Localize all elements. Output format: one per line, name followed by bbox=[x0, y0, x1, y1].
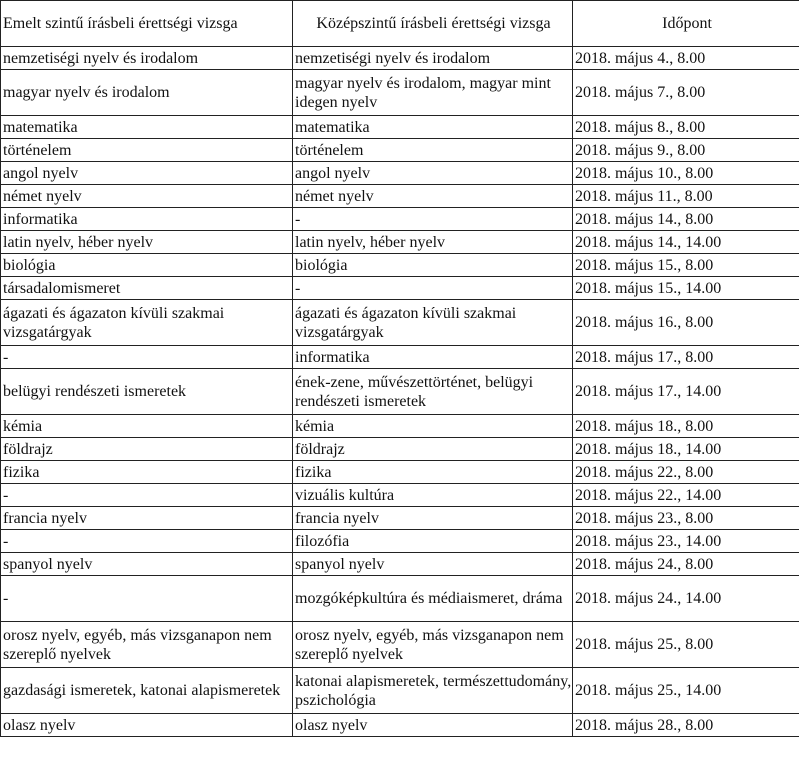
cell-emelt: francia nyelv bbox=[1, 507, 293, 530]
table-row bbox=[1, 139, 799, 162]
cell-emelt: fizika bbox=[1, 461, 293, 484]
table-row bbox=[1, 507, 799, 530]
cell-kozep: filozófia bbox=[293, 530, 573, 553]
table-row bbox=[1, 277, 799, 300]
table-row bbox=[1, 576, 799, 622]
cell-emelt: - bbox=[1, 346, 293, 369]
table-row bbox=[1, 185, 799, 208]
cell-idopont: 2018. május 23., 8.00 bbox=[573, 507, 799, 530]
cell-kozep: - bbox=[293, 208, 573, 231]
cell-idopont: 2018. május 16., 8.00 bbox=[573, 300, 799, 346]
cell-emelt: társadalomismeret bbox=[1, 277, 293, 300]
table-row bbox=[1, 622, 799, 668]
table-row bbox=[1, 70, 799, 116]
table-row bbox=[1, 47, 799, 70]
cell-emelt: nemzetiségi nyelv és irodalom bbox=[1, 47, 293, 70]
cell-idopont: 2018. május 14., 14.00 bbox=[573, 231, 799, 254]
cell-kozep: kémia bbox=[293, 415, 573, 438]
table-row bbox=[1, 254, 799, 277]
cell-emelt: - bbox=[1, 530, 293, 553]
cell-idopont: 2018. május 22., 14.00 bbox=[573, 484, 799, 507]
cell-kozep: orosz nyelv, egyéb, más vizsganapon nem szereplő nyelvek bbox=[293, 622, 573, 668]
cell-idopont: 2018. május 17., 14.00 bbox=[573, 369, 799, 415]
cell-emelt: - bbox=[1, 484, 293, 507]
table-body bbox=[1, 47, 799, 737]
cell-kozep: német nyelv bbox=[293, 185, 573, 208]
cell-kozep: olasz nyelv bbox=[293, 714, 573, 737]
cell-kozep: francia nyelv bbox=[293, 507, 573, 530]
cell-emelt: spanyol nyelv bbox=[1, 553, 293, 576]
header-kozep: Középszintű írásbeli érettségi vizsga bbox=[293, 1, 573, 47]
cell-kozep: magyar nyelv és irodalom, magyar mint idegen nyelv bbox=[293, 70, 573, 116]
cell-kozep: matematika bbox=[293, 116, 573, 139]
cell-idopont: 2018. május 8., 8.00 bbox=[573, 116, 799, 139]
cell-idopont: 2018. május 10., 8.00 bbox=[573, 162, 799, 185]
cell-idopont: 2018. május 24., 8.00 bbox=[573, 553, 799, 576]
table-row bbox=[1, 162, 799, 185]
table-row bbox=[1, 300, 799, 346]
cell-idopont: 2018. május 24., 14.00 bbox=[573, 576, 799, 622]
cell-kozep: angol nyelv bbox=[293, 162, 573, 185]
table-row bbox=[1, 369, 799, 415]
cell-idopont: 2018. május 22., 8.00 bbox=[573, 461, 799, 484]
cell-idopont: 2018. május 18., 14.00 bbox=[573, 438, 799, 461]
cell-emelt: történelem bbox=[1, 139, 293, 162]
cell-kozep: vizuális kultúra bbox=[293, 484, 573, 507]
table-row bbox=[1, 231, 799, 254]
cell-kozep: mozgóképkultúra és médiaismeret, dráma bbox=[293, 576, 573, 622]
cell-idopont: 2018. május 25., 14.00 bbox=[573, 668, 799, 714]
cell-idopont: 2018. május 11., 8.00 bbox=[573, 185, 799, 208]
table-row bbox=[1, 530, 799, 553]
cell-kozep: történelem bbox=[293, 139, 573, 162]
table-row bbox=[1, 668, 799, 714]
cell-emelt: földrajz bbox=[1, 438, 293, 461]
cell-kozep: spanyol nyelv bbox=[293, 553, 573, 576]
cell-kozep: fizika bbox=[293, 461, 573, 484]
cell-idopont: 2018. május 14., 8.00 bbox=[573, 208, 799, 231]
cell-idopont: 2018. május 17., 8.00 bbox=[573, 346, 799, 369]
cell-emelt: orosz nyelv, egyéb, más vizsganapon nem szereplő nyelvek bbox=[1, 622, 293, 668]
cell-idopont: 2018. május 28., 8.00 bbox=[573, 714, 799, 737]
cell-emelt: magyar nyelv és irodalom bbox=[1, 70, 293, 116]
cell-kozep: - bbox=[293, 277, 573, 300]
cell-emelt: angol nyelv bbox=[1, 162, 293, 185]
cell-idopont: 2018. május 7., 8.00 bbox=[573, 70, 799, 116]
cell-emelt: - bbox=[1, 576, 293, 622]
cell-idopont: 2018. május 15., 8.00 bbox=[573, 254, 799, 277]
table-row bbox=[1, 461, 799, 484]
cell-kozep: katonai alapismeretek, természettudomány, pszichológia bbox=[293, 668, 573, 714]
table-row bbox=[1, 116, 799, 139]
cell-kozep: nemzetiségi nyelv és irodalom bbox=[293, 47, 573, 70]
table-row bbox=[1, 415, 799, 438]
cell-kozep: biológia bbox=[293, 254, 573, 277]
cell-idopont: 2018. május 25., 8.00 bbox=[573, 622, 799, 668]
cell-idopont: 2018. május 9., 8.00 bbox=[573, 139, 799, 162]
table-row bbox=[1, 714, 799, 737]
cell-idopont: 2018. május 4., 8.00 bbox=[573, 47, 799, 70]
cell-idopont: 2018. május 18., 8.00 bbox=[573, 415, 799, 438]
table-row bbox=[1, 553, 799, 576]
header-emelt: Emelt szintű írásbeli érettségi vizsga bbox=[1, 1, 293, 47]
cell-emelt: matematika bbox=[1, 116, 293, 139]
table-row bbox=[1, 346, 799, 369]
cell-emelt: biológia bbox=[1, 254, 293, 277]
cell-emelt: latin nyelv, héber nyelv bbox=[1, 231, 293, 254]
table-row bbox=[1, 438, 799, 461]
cell-idopont: 2018. május 23., 14.00 bbox=[573, 530, 799, 553]
cell-emelt: ágazati és ágazaton kívüli szakmai vizsgatárgyak bbox=[1, 300, 293, 346]
header-row bbox=[1, 1, 799, 47]
cell-emelt: belügyi rendészeti ismeretek bbox=[1, 369, 293, 415]
cell-kozep: ének-zene, művészettörténet, belügyi rendészeti ismeretek bbox=[293, 369, 573, 415]
cell-emelt: informatika bbox=[1, 208, 293, 231]
cell-emelt: gazdasági ismeretek, katonai alapismeretek bbox=[1, 668, 293, 714]
cell-kozep: földrajz bbox=[293, 438, 573, 461]
cell-kozep: ágazati és ágazaton kívüli szakmai vizsgatárgyak bbox=[293, 300, 573, 346]
cell-emelt: német nyelv bbox=[1, 185, 293, 208]
cell-kozep: latin nyelv, héber nyelv bbox=[293, 231, 573, 254]
table-row bbox=[1, 484, 799, 507]
header-idopont: Időpont bbox=[573, 1, 799, 47]
cell-emelt: olasz nyelv bbox=[1, 714, 293, 737]
cell-kozep: informatika bbox=[293, 346, 573, 369]
cell-emelt: kémia bbox=[1, 415, 293, 438]
table-row bbox=[1, 208, 799, 231]
cell-idopont: 2018. május 15., 14.00 bbox=[573, 277, 799, 300]
